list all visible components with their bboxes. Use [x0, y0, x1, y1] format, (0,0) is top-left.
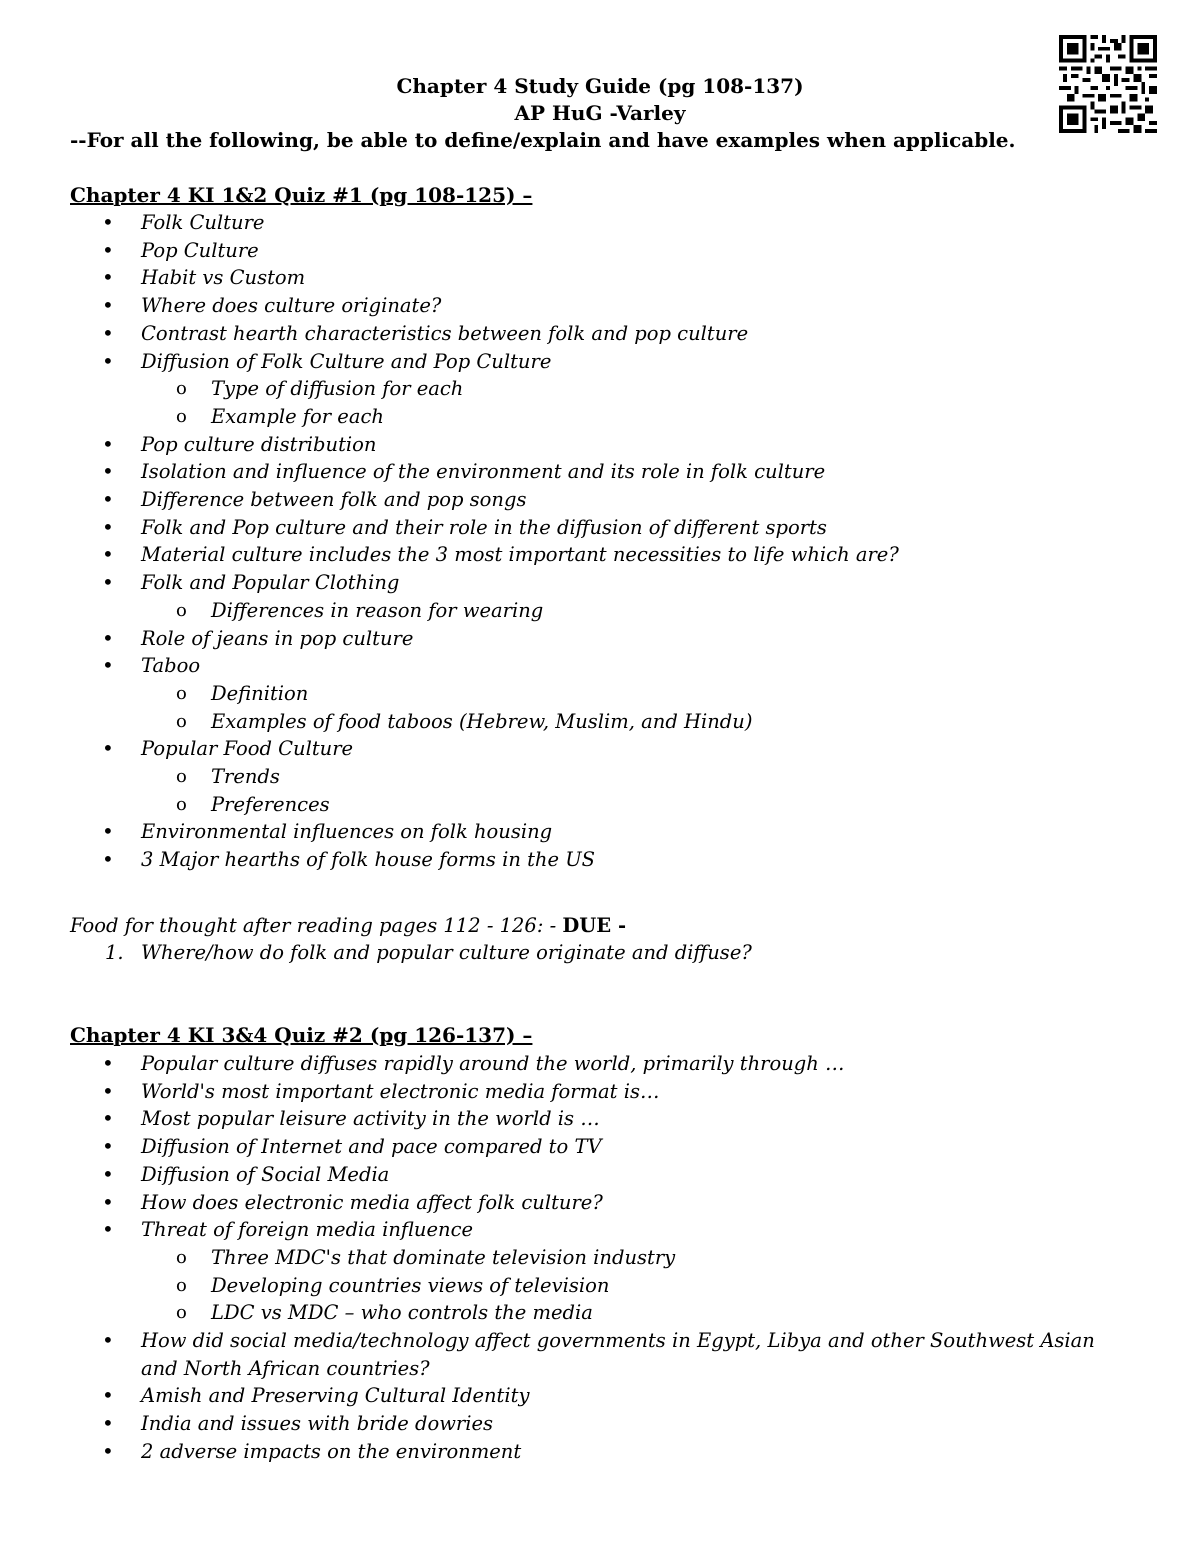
list-item: • Diffusion of Folk Culture and Pop Culture — [0, 348, 899, 376]
list-item: • Pop culture distribution — [0, 431, 899, 459]
list-item: • Amish and Preserving Cultural Identity — [0, 1382, 1131, 1410]
food-for-thought-text: Food for thought after reading pages 112 - 126: - — [70, 914, 563, 937]
sub-list-item: o Trends — [0, 763, 899, 791]
sub-list-item: o LDC vs MDC – who controls the media — [0, 1299, 1131, 1327]
list-item: • Environmental influences on folk housing — [0, 818, 899, 846]
list-item: • Diffusion of Internet and pace compared to TV — [0, 1133, 1131, 1161]
list-item: • Threat of foreign media influence — [0, 1216, 1131, 1244]
page-subtitle: AP HuG -Varley — [514, 101, 686, 125]
section-heading-quiz-2: Chapter 4 KI 3&4 Quiz #2 (pg 126-137) – — [70, 1023, 533, 1047]
list-item: • Contrast hearth characteristics between folk and pop culture — [0, 320, 899, 348]
question-text: Where/how do folk and popular culture originate and diffuse? — [141, 941, 752, 964]
quiz-2-topic-list — [0, 1050, 1131, 1466]
list-item: • Habit vs Custom — [0, 264, 899, 292]
page-title: Chapter 4 Study Guide (pg 108-137) — [396, 74, 804, 98]
sub-list-item: o Example for each — [0, 403, 899, 431]
list-item: • Role of jeans in pop culture — [0, 625, 899, 653]
food-for-thought — [70, 912, 626, 939]
sub-list-item: o Three MDC's that dominate television industry — [0, 1244, 1131, 1272]
sub-list-item: o Definition — [0, 680, 899, 708]
list-item: • 3 Major hearths of folk house forms in the US — [0, 846, 899, 874]
sub-list-item: o Developing countries views of television — [0, 1272, 1131, 1300]
list-item: • Most popular leisure activity in the world is … — [0, 1105, 1131, 1133]
section-heading-quiz-1: Chapter 4 KI 1&2 Quiz #1 (pg 108-125) – — [70, 183, 533, 207]
sub-list-item: o Type of diffusion for each — [0, 375, 899, 403]
list-item: • Taboo — [0, 652, 899, 680]
list-item: • Popular culture diffuses rapidly around the world, primarily through … — [0, 1050, 1131, 1078]
list-item: • How did social media/technology affect governments in Egypt, Libya and other Southwest Asian and North African countries? — [0, 1327, 1131, 1382]
sub-list-item: o Preferences — [0, 791, 899, 819]
list-item: • India and issues with bride dowries — [0, 1410, 1131, 1438]
list-item: • Folk and Popular Clothing — [0, 569, 899, 597]
due-label: DUE - — [562, 914, 627, 937]
list-item: • Material culture includes the 3 most important necessities to life which are? — [0, 541, 899, 569]
list-item: • World's most important electronic media format is… — [0, 1078, 1131, 1106]
instructions: --For all the following, be able to define/explain and have examples when applicable. — [70, 128, 1016, 152]
question-number: 1. — [105, 941, 124, 964]
list-item: • 2 adverse impacts on the environment — [0, 1438, 1131, 1466]
list-item: • Pop Culture — [0, 237, 899, 265]
list-item: • How does electronic media affect folk culture? — [0, 1189, 1131, 1217]
sub-list-item: o Examples of food taboos (Hebrew, Muslim, and Hindu) — [0, 708, 899, 736]
list-item: • Where does culture originate? — [0, 292, 899, 320]
list-item: • Folk Culture — [0, 209, 899, 237]
sub-list-item: o Differences in reason for wearing — [0, 597, 899, 625]
list-item: • Popular Food Culture — [0, 735, 899, 763]
quiz-1-topic-list — [0, 209, 899, 874]
list-item: • Isolation and influence of the environment and its role in folk culture — [0, 458, 899, 486]
list-item: • Diffusion of Social Media — [0, 1161, 1131, 1189]
list-item: • Difference between folk and pop songs — [0, 486, 899, 514]
list-item: • Folk and Pop culture and their role in the diffusion of different sports — [0, 514, 899, 542]
